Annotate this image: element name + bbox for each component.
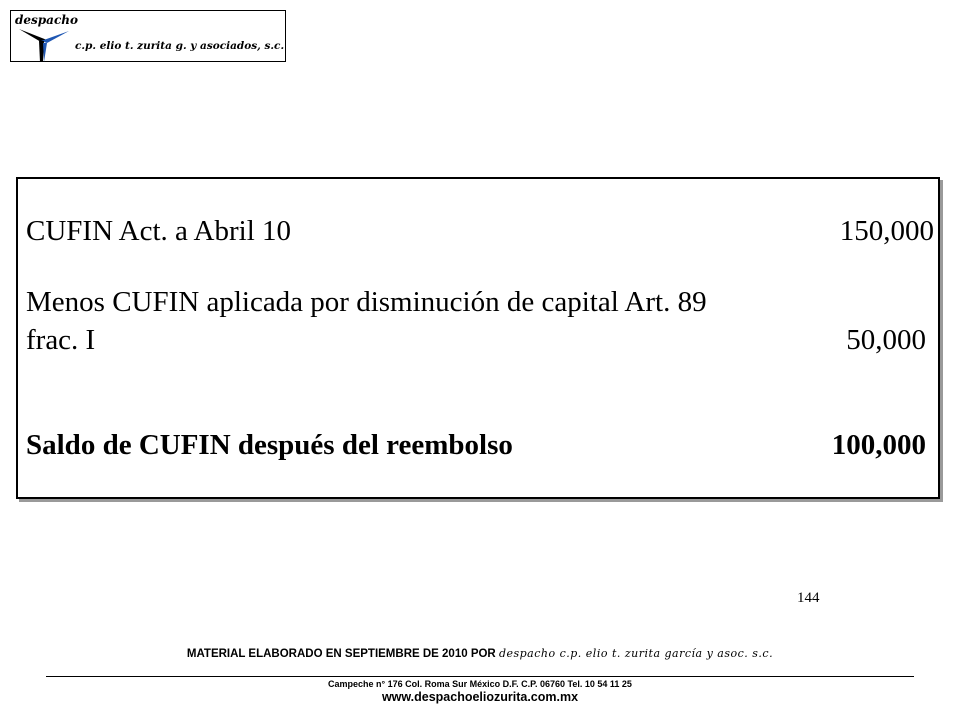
footer-divider: [46, 676, 914, 677]
logo-mark-icon: [17, 27, 71, 63]
row-cufin-label: CUFIN Act. a Abril 10: [26, 215, 292, 247]
footer-credit: [0, 647, 960, 660]
footer-address: Campeche n° 176 Col. Roma Sur México D.F. C.P. 06760 Tel. 10 54 11 25: [328, 679, 632, 689]
company-logo: [10, 10, 286, 62]
row-menos-value: 50,000: [846, 324, 926, 356]
row-saldo-value: 100,000: [831, 429, 926, 461]
footer-credit-prefix: MATERIAL ELABORADO EN SEPTIEMBRE DE 2010 POR: [186, 648, 496, 660]
cufin-table: [16, 177, 940, 499]
footer-credit-firm: despacho c.p. elio t. zurita garcía y asoc. s.c.: [498, 647, 774, 660]
row-saldo-label: Saldo de CUFIN después del reembolso: [26, 429, 513, 461]
logo-word: despacho: [15, 13, 78, 27]
row-cufin-value: 150,000: [839, 215, 934, 247]
row-menos-label-line1: Menos CUFIN aplicada por disminución de capital Art. 89: [26, 286, 707, 318]
footer-url: www.despachoeliozurita.com.mx: [381, 690, 579, 704]
row-menos-label-line2: frac. I: [26, 324, 96, 356]
logo-subtitle: c.p. elio t. zurita g. y asociados, s.c.: [75, 40, 285, 52]
page-number: 144: [797, 590, 820, 606]
